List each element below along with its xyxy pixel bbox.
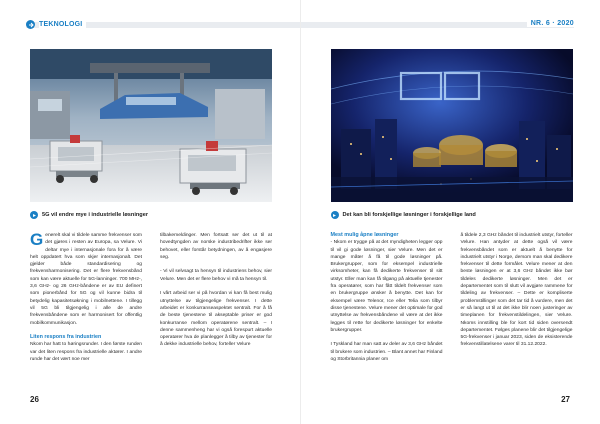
- body-paragraph: Nkom har hatt to høringsrunder. I den første runden var det liten respons fra industrielle aktører. I andre runde har det vært noe mer: [30, 342, 142, 363]
- left-photo-caption: [30, 211, 148, 219]
- right-page: [301, 0, 600, 424]
- body-paragraph: I Tyskland har man satt av deler av 3,6 GHz båndet til brukere som industrien. – Blant annet har Finland og Storbritannia planer om: [330, 342, 443, 363]
- body-paragraph: - Nkom er trygge på at det myndigheten legger opp til vil gi gode løsninger, sier Velure. Men det er mange måter å få til gode løsninger på. Brukergrupper, som for eksempel industrielle virksomheter, kan få dedikerte frekvenser til sitt utstyr. Eller man kan få tilgang på aktuelle tjenester fra operatører, som har fått tildelt frekvenser som en brukergruppe ønsker å benytte. Det kan for eksempel være Telenor, Ice eller Telia som tilbyr disse tjenestene. Velure mener det optimale for god utnyttelse av frekvensbåndene vil være at det ikke legges til rette for dedikerte løsninger for enkelte brukergrupper.: [330, 240, 443, 333]
- right-photo-caption: [331, 211, 476, 219]
- 5g-city-photo: [331, 49, 573, 202]
- left-column-1: [30, 232, 142, 371]
- subheading: Mest mulig åpne løsninger: [330, 232, 399, 238]
- body-paragraph: - Vi vil selvsagt ta hensyn til industriens behov, sier Velure. Men det er flere behov vi må ta hensyn til.: [160, 269, 272, 282]
- right-column-1: [331, 232, 443, 371]
- subheading: Liten respons fra industrien: [30, 334, 102, 341]
- body-paragraph: I vårt arbeid ser vi på hvordan vi kan få best mulig utnyttelse av tilgjengelige frekvenser. I dette arbeidet er konkurranseaspektet sentralt. For å få de beste tjenestene til akseptable priser er god konkurranse mellom operatørene sentralt. – I denne sammenheng har vi også forespurt aktuelle operatører hva de planlegger å tilby av tjenester for å dekke industrielle behov, forteller Velure: [160, 291, 272, 348]
- left-column-2: [160, 232, 272, 356]
- intro-paragraph: [30, 232, 142, 327]
- page-number: 26: [30, 395, 39, 404]
- body-paragraph: tilbakemeldinger. Men fortsatt ser det ut til at hovedtyngden av norske industribedrifter ikke ser behovet, eller forstår betydningen, av å engasjere seg.: [160, 233, 272, 260]
- intro-text: enerelt skal vi tildele samme frekvenser som det gjøres i resten av Europa, sa Velure. Vi deltar mye i internasjonale fora for å være helt oppdatert hva som skjer internasjonalt. Det gjelder både standardisering og frekvensharmonisering. Det er flere frekvensbånd som kan være aktuelle for 5G-lanninger. 700 MHz-, 3,6 GHz- og 26 GHz-båndene er av EU definert som pionerbånd for 5G og vil kunne bidra til betydelig kapasitetsøkning i mobilnettene. I tillegg vil 5G bli tilgjengelig i alle de andre frekvensbåndene som er harmonisert for offentlig mobilkommunikasjon.: [30, 233, 142, 326]
- right-column-2: [461, 232, 573, 356]
- issue-number: NR. 6 · 2020: [527, 20, 574, 27]
- factory-robot-photo: [30, 49, 272, 202]
- camera-icon: [30, 211, 38, 219]
- caption-text: Det kan bli forskjellige løsninger i forskjellige land: [342, 212, 476, 218]
- section-title: TEKNOLOGI: [39, 21, 86, 28]
- caption-text: 5G vil endre mye i industrielle løsninger: [42, 212, 149, 218]
- dropcap: G: [30, 230, 44, 249]
- body-paragraph: å tildele 2,3 GHz båndet til industrielt utstyr, forteller Velure. Han antyder at dette også vil være frekvensbåndet som er aktuelt å benytte for industrielt utstyr i Norge, dersom man skal dedikere frekvenser til dette formålet. Velure mener at den beste løsningen er at 3,6 GHz båndet ikke bør tildeles dedikerte løsninger. Men det er departementet som til slutt vil avgjøre rammene for tildeling av frekvenser. – Dette er kompliserte problemstillinger som det tar tid å vurdere, men det er så langt ut til at det ikke blir noen justeringer av timeplanen for frekvenstildelingen, sier Velure. Nkoms innstilling ble for kort tid siden oversendt departementet. Følges planene blir det tilgjengelige 5G-frekvenser i januar 2023, siden de eksisterende frekvenstillatelsene varer til 31.12.2022.: [460, 233, 573, 348]
- camera-icon: [331, 211, 339, 219]
- section-arrow-icon: [26, 20, 35, 29]
- page-number: 27: [561, 395, 570, 404]
- section-header: [26, 20, 86, 29]
